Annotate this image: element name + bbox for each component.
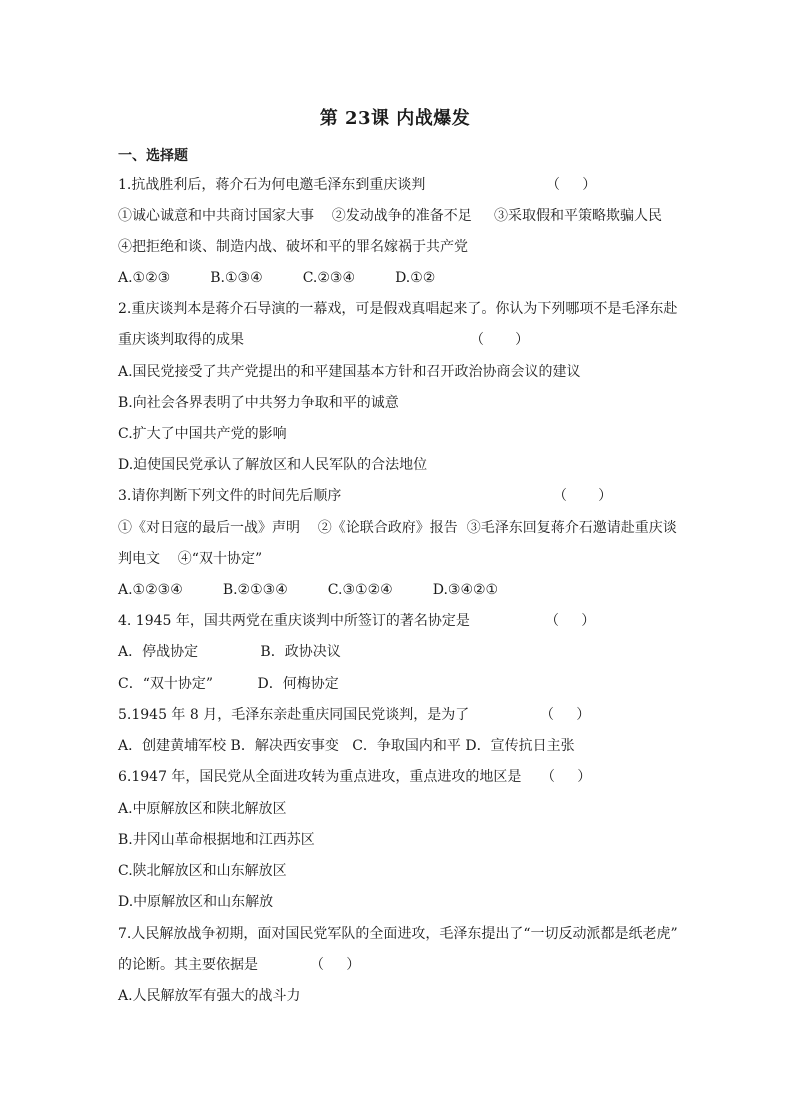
q1-options: A.①②③ B.①③④ C.②③④ D.①② (118, 270, 436, 286)
q6-option-a: A.中原解放区和陕北解放区 (118, 801, 287, 817)
q3-stem: 3.请你判断下列文件的时间先后顺序 (118, 488, 342, 504)
q7-stem-line-2: 的论断。其主要依据是 (118, 957, 258, 973)
q3-answer-paren: （ ） (553, 488, 613, 504)
q4-answer-paren: （ ） (545, 613, 596, 629)
q3-items-line-1: ①《对日寇的最后一战》声明 ②《论联合政府》报告 ③毛泽东回复蒋介石邀请赴重庆谈 (118, 520, 677, 536)
q2-option-c: C.扩大了中国共产党的影响 (118, 426, 287, 442)
q7-option-a: A.人民解放军有强大的战斗力 (118, 988, 301, 1004)
q3-items-line-2: 判电文 ④“双十协定” (118, 551, 263, 567)
q7-answer-paren: （ ） (310, 957, 361, 973)
page-title: 第 23课 内战爆发 (319, 108, 471, 129)
q5-answer-paren: （ ） (540, 707, 591, 723)
q2-answer-paren: （ ） (470, 332, 530, 348)
q6-option-d: D.中原解放区和山东解放 (118, 894, 274, 910)
q6-stem: 6.1947 年，国民党从全面进攻转为重点进攻，重点进攻的地区是 (118, 769, 522, 785)
q2-option-b: B.向社会各界表明了中共努力争取和平的诚意 (118, 395, 399, 411)
q6-option-c: C.陕北解放区和山东解放区 (118, 863, 287, 879)
q2-stem-line-2: 重庆谈判取得的成果 (118, 332, 244, 348)
q2-option-a: A.国民党接受了共产党提出的和平建国基本方针和召开政治协商会议的建议 (118, 364, 581, 380)
q5-options: A．创建黄埔军校 B．解决西安事变 C．争取国内和平 D．宣传抗日主张 (118, 738, 575, 754)
section-heading: 一、选择题 (118, 148, 188, 164)
q6-answer-paren: （ ） (541, 769, 592, 785)
q6-option-b: B.井冈山革命根据地和江西苏区 (118, 832, 315, 848)
q4-stem: 4. 1945 年，国共两党在重庆谈判中所签订的著名协定是 (118, 613, 470, 629)
q1-items-line-1: ①诚心诚意和中共商讨国家大事 ②发动战争的准备不足 ③采取假和平策略欺骗人民 (118, 208, 663, 224)
q7-stem-line-1: 7.人民解放战争初期，面对国民党军队的全面进攻，毛泽东提出了“一切反动派都是纸老虎” (118, 926, 678, 942)
q1-stem: 1.抗战胜利后，蒋介石为何电邀毛泽东到重庆谈判 (118, 177, 426, 193)
q3-options: A.①②③④ B.②①③④ C.③①②④ D.③④②① (118, 582, 499, 598)
q1-answer-paren: （ ） (546, 177, 597, 193)
q1-items-line-2: ④把拒绝和谈、制造内战、破坏和平的罪名嫁祸于共产党 (118, 239, 468, 255)
q5-stem: 5.1945 年 8 月，毛泽东亲赴重庆同国民党谈判，是为了 (118, 707, 470, 723)
q4-options-ab: A．停战协定 B．政协决议 (118, 644, 341, 660)
q4-options-cd: C．“双十协定” D．何梅协定 (118, 676, 339, 692)
q2-stem-line-1: 2.重庆谈判本是蒋介石导演的一幕戏，可是假戏真唱起来了。你认为下列哪项不是毛泽东赴 (118, 301, 678, 317)
q2-option-d: D.迫使国民党承认了解放区和人民军队的合法地位 (118, 457, 428, 473)
